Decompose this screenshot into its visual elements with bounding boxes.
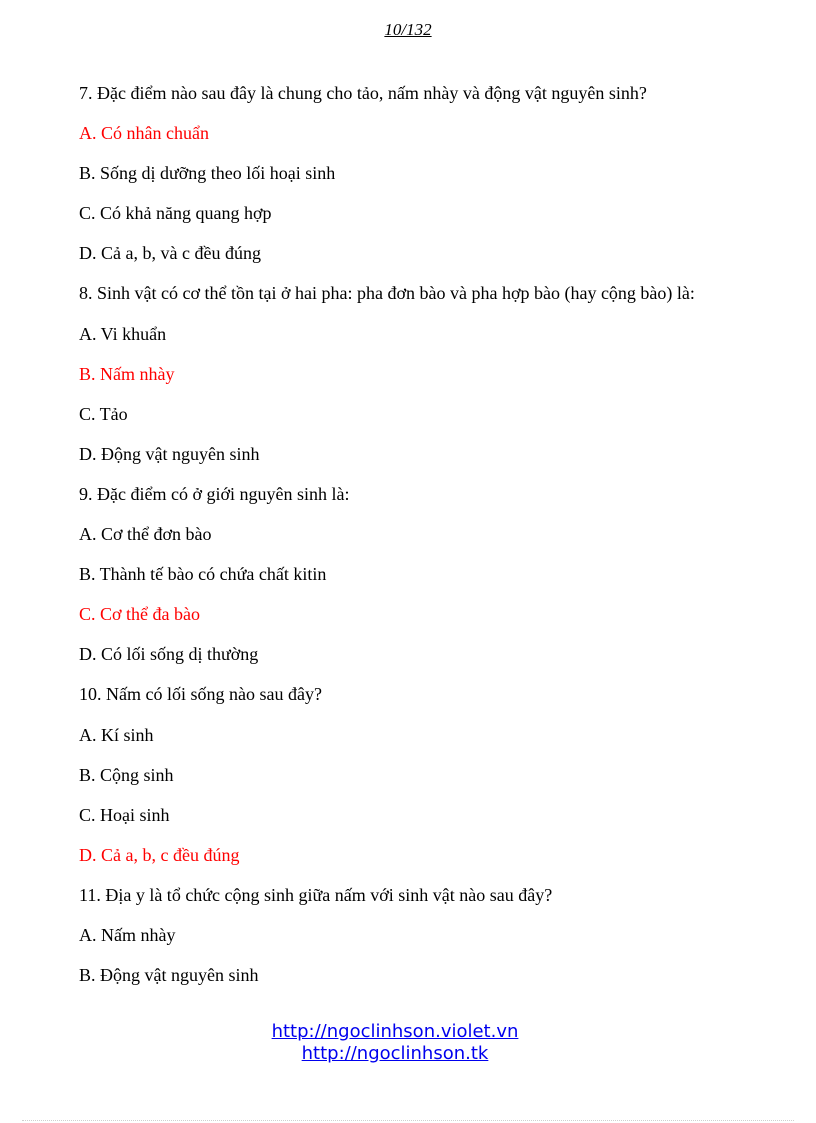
option-11a: A. Nấm nhày bbox=[79, 924, 176, 945]
option-7a: A. Có nhân chuẩn bbox=[79, 123, 209, 144]
footer-link-violet[interactable]: http://ngoclinhson.violet.vn bbox=[271, 1021, 519, 1042]
question-9: 9. Đặc điểm có ở giới nguyên sinh là: bbox=[79, 483, 350, 504]
option-9c: C. Cơ thể đa bào bbox=[79, 604, 200, 625]
option-9b: B. Thành tế bào có chứa chất kitin bbox=[79, 564, 327, 585]
option-7c: C. Có khả năng quang hợp bbox=[79, 203, 272, 224]
question-10: 10. Nấm có lối sống nào sau đây? bbox=[79, 684, 322, 705]
question-8: 8. Sinh vật có cơ thể tồn tại ở hai pha: pha đơn bào và pha hợp bào (hay cộng bào) là: bbox=[79, 283, 695, 304]
option-7d: D. Cả a, b, và c đều đúng bbox=[79, 243, 261, 264]
option-9a: A. Cơ thể đơn bào bbox=[79, 524, 212, 545]
option-10c: C. Hoại sinh bbox=[79, 804, 170, 825]
question-7: 7. Đặc điểm nào sau đây là chung cho tảo, nấm nhày và động vật nguyên sinh? bbox=[79, 83, 647, 103]
option-8d: D. Động vật nguyên sinh bbox=[79, 443, 260, 464]
option-10d: D. Cả a, b, c đều đúng bbox=[79, 844, 240, 865]
page-number: 10/132 bbox=[384, 20, 432, 39]
page-bottom-divider bbox=[22, 1120, 794, 1121]
footer-links bbox=[0, 1021, 790, 1065]
option-11b: B. Động vật nguyên sinh bbox=[79, 965, 259, 986]
option-8c: C. Tảo bbox=[79, 403, 128, 424]
option-8a: A. Vi khuẩn bbox=[79, 323, 167, 344]
option-10a: A. Kí sinh bbox=[79, 724, 154, 745]
option-8b: B. Nấm nhày bbox=[79, 363, 175, 384]
question-11: 11. Địa y là tổ chức cộng sinh giữa nấm với sinh vật nào sau đây? bbox=[79, 884, 553, 905]
option-10b: B. Cộng sinh bbox=[79, 764, 174, 785]
footer-link-tk[interactable]: http://ngoclinhson.tk bbox=[301, 1043, 489, 1064]
option-7b: B. Sống dị dưỡng theo lối hoại sinh bbox=[79, 163, 336, 184]
question-list bbox=[79, 73, 779, 995]
option-9d: D. Có lối sống dị thường bbox=[79, 644, 259, 665]
